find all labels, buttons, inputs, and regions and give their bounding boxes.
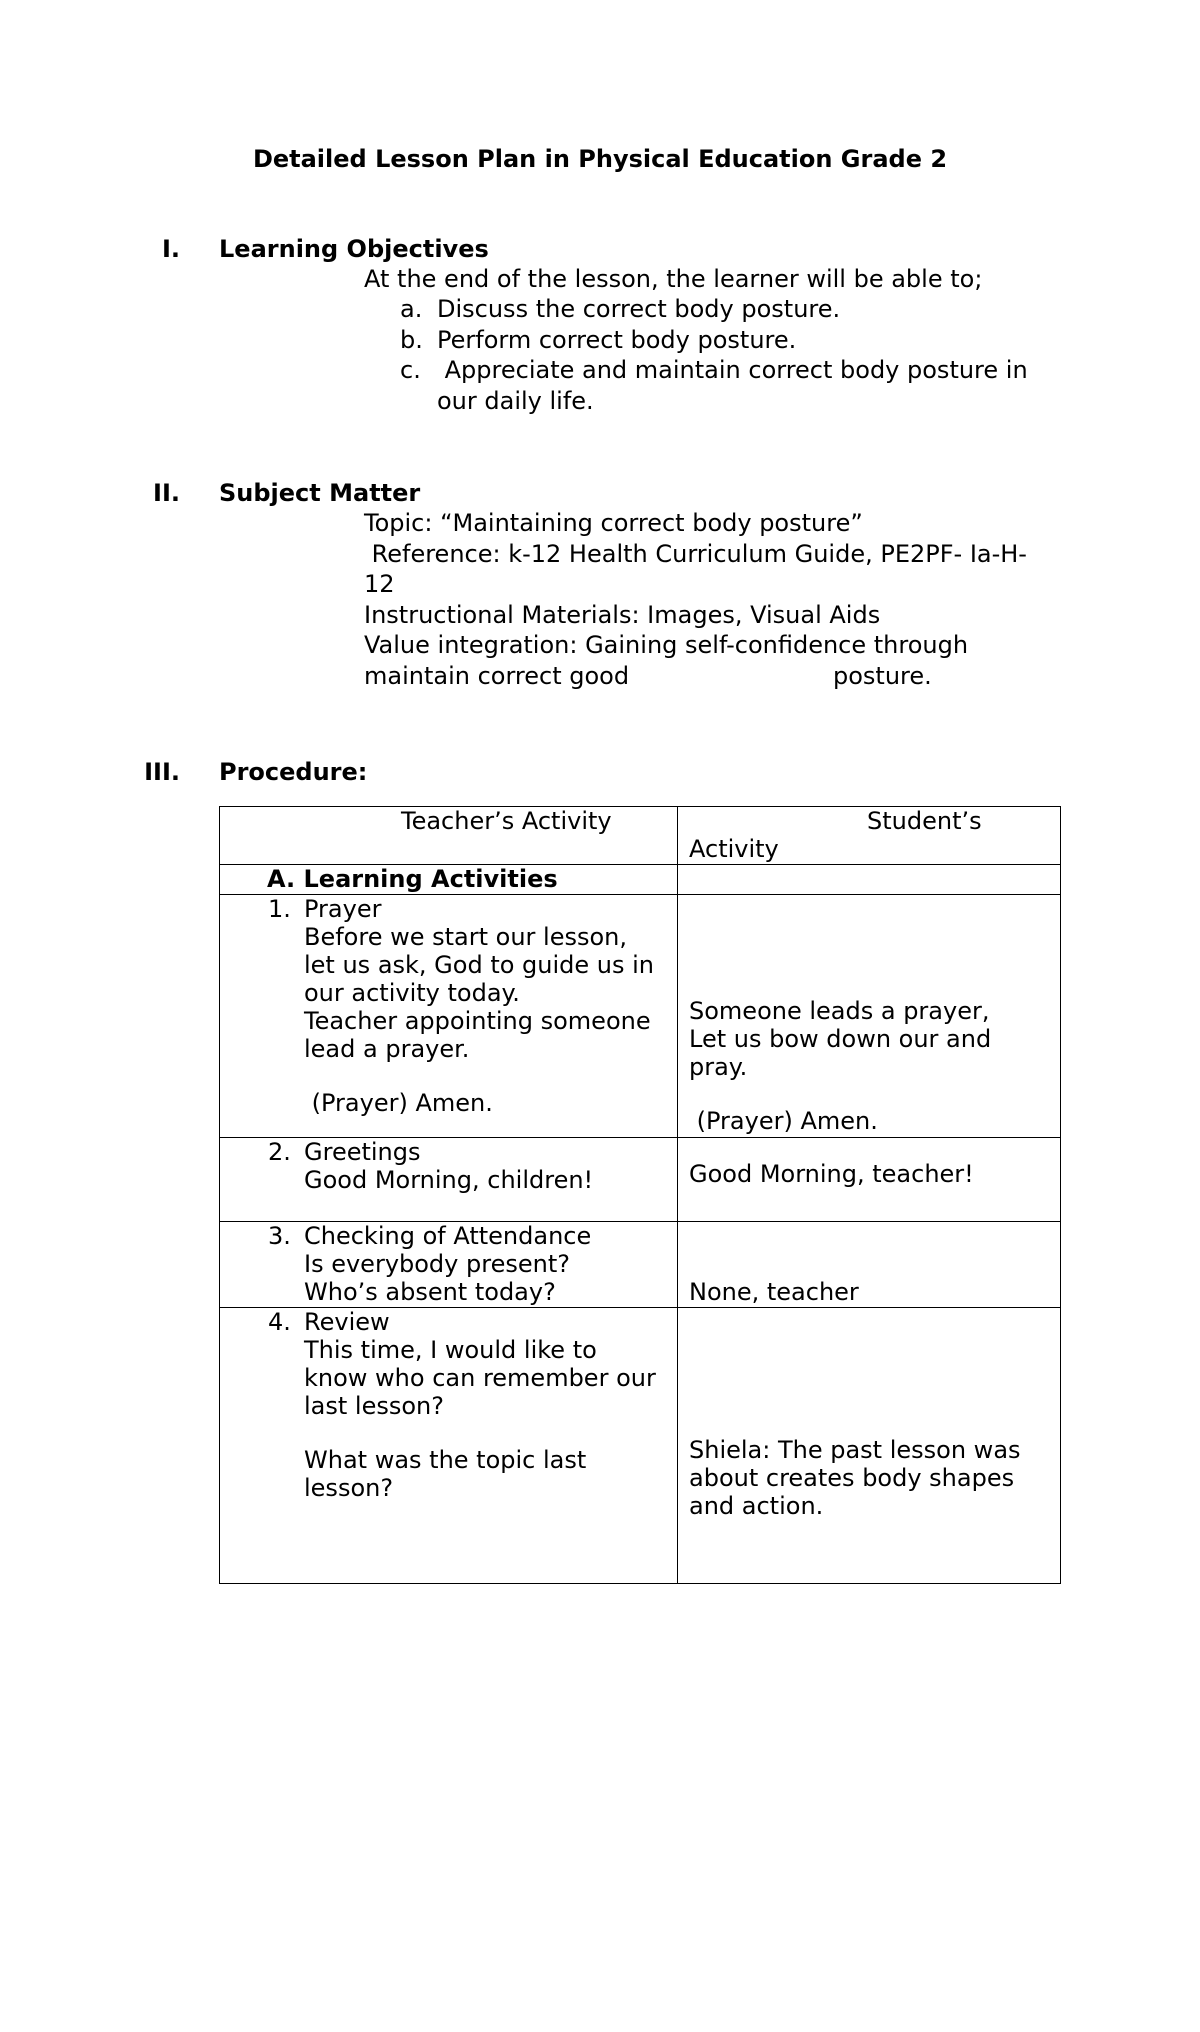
objective-marker-a: a. <box>400 295 423 323</box>
section-heading-objectives: Learning Objectives <box>219 235 489 263</box>
row-number: 4. <box>268 1308 291 1336</box>
teacher-line: Review <box>304 1308 390 1336</box>
objective-item-b: Perform correct body posture. <box>437 326 797 354</box>
student-line: and action. <box>689 1492 824 1520</box>
subject-value-integration-end: posture. <box>833 662 932 690</box>
table-row <box>220 895 1061 1138</box>
subject-topic: Topic: “Maintaining correct body posture” <box>364 509 863 537</box>
teacher-line: Checking of Attendance <box>304 1222 592 1250</box>
student-line: about creates body shapes <box>689 1464 1015 1492</box>
student-line: pray. <box>689 1053 748 1081</box>
teacher-line-blank <box>304 1420 677 1446</box>
teacher-line: This time, I would like to <box>304 1336 597 1364</box>
table-row <box>220 1138 1061 1222</box>
header-student-label-continued: Activity <box>689 835 779 863</box>
student-line: Shiela: The past lesson was <box>689 1436 1021 1464</box>
teacher-line-blank <box>304 1063 677 1089</box>
objective-item-c: Appreciate and maintain correct body posture in <box>437 356 1028 384</box>
teacher-line: Teacher appointing someone <box>304 1007 651 1035</box>
teacher-line: Is everybody present? <box>304 1250 570 1278</box>
header-teacher-cell <box>220 807 678 865</box>
objectives-intro: At the end of the lesson, the learner will be able to; <box>364 265 983 293</box>
student-line-blank <box>689 1081 1060 1107</box>
teacher-line: know who can remember our <box>304 1364 656 1392</box>
student-line: Good Morning, teacher! <box>689 1160 974 1188</box>
teacher-activity-block <box>220 1222 677 1306</box>
section-numeral-2: II. <box>153 479 180 507</box>
student-activity-block <box>678 895 1060 1135</box>
objective-marker-b: b. <box>400 326 423 354</box>
teacher-line: Who’s absent today? <box>304 1278 556 1306</box>
table-row <box>220 1222 1061 1308</box>
section-heading-subject-matter: Subject Matter <box>219 479 421 507</box>
student-line: Someone leads a prayer, <box>689 997 990 1025</box>
section-numeral-1: I. <box>161 235 180 263</box>
row-number: 1. <box>268 895 291 923</box>
teacher-line: Greetings <box>304 1138 421 1166</box>
teacher-activity-block <box>220 895 677 1117</box>
subject-value-integration: Value integration: Gaining self-confidence through <box>364 631 969 659</box>
student-line: Let us bow down our and <box>689 1025 992 1053</box>
objective-marker-c: c. <box>400 356 421 384</box>
teacher-line: last lesson? <box>304 1392 444 1420</box>
student-line: None, teacher <box>689 1278 859 1306</box>
teacher-activity-block <box>220 1308 677 1502</box>
student-activity-cell <box>678 1222 1061 1308</box>
header-teacher-label: Teacher’s Activity <box>401 807 612 835</box>
objective-item-c-continued: our daily life. <box>437 387 594 415</box>
table-section-row <box>220 865 1061 895</box>
student-line: (Prayer) Amen. <box>689 1107 878 1135</box>
procedure-table <box>219 806 1061 1584</box>
subject-reference: Reference: k-12 Health Curriculum Guide, PE2PF- Ia-H- <box>364 540 1027 568</box>
teacher-line: let us ask, God to guide us in <box>304 951 655 979</box>
teacher-line: Before we start our lesson, <box>304 923 628 951</box>
subject-value-integration-continued: maintain correct good <box>364 662 630 690</box>
teacher-line: (Prayer) Amen. <box>304 1089 493 1117</box>
learning-activities-label: A. Learning Activities <box>267 865 558 893</box>
document-title: Detailed Lesson Plan in Physical Education Grade 2 <box>252 145 948 173</box>
student-activity-cell <box>678 1308 1061 1584</box>
teacher-activity-cell <box>220 1222 678 1308</box>
teacher-activity-cell <box>220 895 678 1138</box>
teacher-activity-block <box>220 1138 677 1194</box>
teacher-activity-cell <box>220 1308 678 1584</box>
table-header-row <box>220 807 1061 865</box>
table-row <box>220 1308 1061 1584</box>
teacher-line: What was the topic last <box>304 1446 587 1474</box>
subject-materials: Instructional Materials: Images, Visual Aids <box>364 601 881 629</box>
row-number: 2. <box>268 1138 291 1166</box>
teacher-line: our activity today. <box>304 979 520 1007</box>
student-activity-cell <box>678 895 1061 1138</box>
objective-item-a: Discuss the correct body posture. <box>437 295 841 323</box>
section-label-cell <box>220 865 678 895</box>
student-activity-cell <box>678 1138 1061 1222</box>
section-empty-cell <box>678 865 1061 895</box>
teacher-line: Prayer <box>304 895 382 923</box>
teacher-line: Good Morning, children! <box>304 1166 594 1194</box>
teacher-line: lead a prayer. <box>304 1035 470 1063</box>
student-activity-block <box>678 1308 1060 1520</box>
teacher-line: lesson? <box>304 1474 394 1502</box>
row-number: 3. <box>268 1222 291 1250</box>
header-student-label: Student’s <box>867 807 982 835</box>
teacher-activity-cell <box>220 1138 678 1222</box>
section-heading-procedure: Procedure: <box>219 758 368 786</box>
header-student-cell <box>678 807 1061 865</box>
subject-reference-continued: 12 <box>364 570 395 598</box>
section-numeral-3: III. <box>144 758 180 786</box>
